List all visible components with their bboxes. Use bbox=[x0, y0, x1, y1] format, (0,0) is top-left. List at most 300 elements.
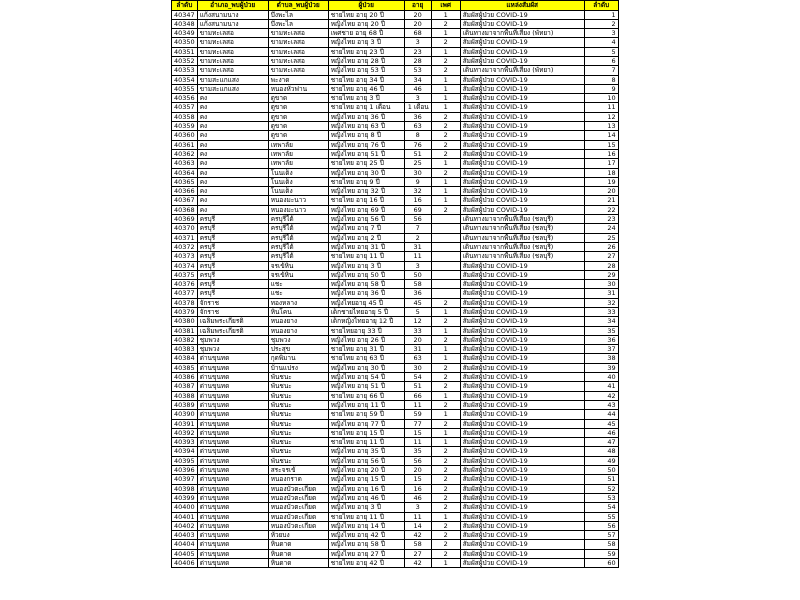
cell-age[interactable]: 11 bbox=[404, 512, 431, 521]
cell-seq-no[interactable]: 42 bbox=[584, 391, 618, 400]
cell-patient[interactable]: หญิงไทย อายุ 76 ปี bbox=[328, 140, 404, 149]
cell-age[interactable]: 58 bbox=[404, 540, 431, 549]
cell-subdistrict[interactable]: บึงพะไล bbox=[268, 19, 328, 28]
cell-exposure-source[interactable]: เดินทางมาจากพื้นที่เสี่ยง (ชลบุรี) bbox=[460, 224, 584, 233]
cell-subdistrict[interactable]: โนนเต็ง bbox=[268, 187, 328, 196]
cell-district[interactable]: คง bbox=[197, 131, 268, 140]
cell-sex[interactable]: 2 bbox=[431, 503, 460, 512]
cell-district[interactable]: คง bbox=[197, 112, 268, 121]
cell-district[interactable]: คง bbox=[197, 122, 268, 131]
cell-case-no[interactable]: 40356 bbox=[172, 94, 198, 103]
cell-age[interactable]: 30 bbox=[404, 363, 431, 372]
cell-sex[interactable] bbox=[431, 270, 460, 279]
cell-patient[interactable]: หญิงไทย อายุ 69 ปี bbox=[328, 205, 404, 214]
cell-subdistrict[interactable]: พันชนะ bbox=[268, 410, 328, 419]
cell-exposure-source[interactable]: สัมผัสผู้ป่วย COVID-19 bbox=[460, 84, 584, 93]
cell-sex[interactable]: 1 bbox=[431, 84, 460, 93]
cell-district[interactable]: ครบุรี bbox=[197, 280, 268, 289]
cell-case-no[interactable]: 40362 bbox=[172, 149, 198, 158]
cell-district[interactable]: ด่านขุนทด bbox=[197, 447, 268, 456]
cell-exposure-source[interactable]: สัมผัสผู้ป่วย COVID-19 bbox=[460, 177, 584, 186]
cell-district[interactable]: คง bbox=[197, 168, 268, 177]
cell-age[interactable]: 3 bbox=[404, 261, 431, 270]
cell-case-no[interactable]: 40353 bbox=[172, 66, 198, 75]
cell-sex[interactable]: 2 bbox=[431, 521, 460, 530]
cell-exposure-source[interactable]: เดินทางมาจากพื้นที่เสี่ยง (ชลบุรี) bbox=[460, 252, 584, 261]
cell-seq-no[interactable]: 45 bbox=[584, 419, 618, 428]
cell-exposure-source[interactable]: สัมผัสผู้ป่วย COVID-19 bbox=[460, 19, 584, 28]
header-district[interactable]: อำเภอ_พบผู้ป่วย bbox=[197, 1, 268, 11]
cell-case-no[interactable]: 40372 bbox=[172, 242, 198, 251]
cell-exposure-source[interactable]: สัมผัสผู้ป่วย COVID-19 bbox=[460, 475, 584, 484]
cell-patient[interactable]: หญิงไทย อายุ 58 ปี bbox=[328, 280, 404, 289]
cell-exposure-source[interactable]: สัมผัสผู้ป่วย COVID-19 bbox=[460, 531, 584, 540]
cell-exposure-source[interactable]: สัมผัสผู้ป่วย COVID-19 bbox=[460, 112, 584, 121]
cell-patient[interactable]: ชายไทยอายุ 33 ปี bbox=[328, 326, 404, 335]
cell-case-no[interactable]: 40402 bbox=[172, 521, 198, 530]
cell-sex[interactable] bbox=[431, 289, 460, 298]
cell-age[interactable]: 46 bbox=[404, 493, 431, 502]
cell-case-no[interactable]: 40374 bbox=[172, 261, 198, 270]
cell-exposure-source[interactable]: เดินทางมาจากพื้นที่เสี่ยง (พัทยา) bbox=[460, 66, 584, 75]
cell-seq-no[interactable]: 22 bbox=[584, 205, 618, 214]
cell-age[interactable]: 3 bbox=[404, 38, 431, 47]
cell-district[interactable]: แก้งสนามนาง bbox=[197, 19, 268, 28]
cell-subdistrict[interactable]: หนองยาง bbox=[268, 317, 328, 326]
cell-age[interactable]: 31 bbox=[404, 345, 431, 354]
cell-subdistrict[interactable]: เทพาลัย bbox=[268, 159, 328, 168]
cell-district[interactable]: ครบุรี bbox=[197, 233, 268, 242]
cell-case-no[interactable]: 40385 bbox=[172, 363, 198, 372]
cell-exposure-source[interactable]: สัมผัสผู้ป่วย COVID-19 bbox=[460, 168, 584, 177]
cell-subdistrict[interactable]: พันชนะ bbox=[268, 382, 328, 391]
cell-exposure-source[interactable]: สัมผัสผู้ป่วย COVID-19 bbox=[460, 335, 584, 344]
cell-subdistrict[interactable]: หนองยาง bbox=[268, 326, 328, 335]
cell-subdistrict[interactable]: หินดาด bbox=[268, 540, 328, 549]
cell-case-no[interactable]: 40349 bbox=[172, 29, 198, 38]
cell-seq-no[interactable]: 25 bbox=[584, 233, 618, 242]
cell-subdistrict[interactable]: พันชนะ bbox=[268, 447, 328, 456]
cell-age[interactable]: 5 bbox=[404, 308, 431, 317]
cell-sex[interactable]: 2 bbox=[431, 335, 460, 344]
cell-sex[interactable]: 2 bbox=[431, 112, 460, 121]
cell-seq-no[interactable]: 12 bbox=[584, 112, 618, 121]
cell-sex[interactable]: 1 bbox=[431, 75, 460, 84]
cell-case-no[interactable]: 40404 bbox=[172, 540, 198, 549]
cell-seq-no[interactable]: 56 bbox=[584, 521, 618, 530]
cell-exposure-source[interactable]: สัมผัสผู้ป่วย COVID-19 bbox=[460, 391, 584, 400]
cell-district[interactable]: จักราช bbox=[197, 308, 268, 317]
cell-case-no[interactable]: 40389 bbox=[172, 400, 198, 409]
cell-sex[interactable]: 2 bbox=[431, 540, 460, 549]
cell-sex[interactable]: 2 bbox=[431, 363, 460, 372]
cell-seq-no[interactable]: 54 bbox=[584, 503, 618, 512]
cell-patient[interactable]: หญิงไทย อายุ 54 ปี bbox=[328, 373, 404, 382]
cell-district[interactable]: ด่านขุนทด bbox=[197, 456, 268, 465]
cell-patient[interactable]: ชายไทย อายุ 46 ปี bbox=[328, 84, 404, 93]
cell-seq-no[interactable]: 40 bbox=[584, 373, 618, 382]
cell-exposure-source[interactable]: สัมผัสผู้ป่วย COVID-19 bbox=[460, 159, 584, 168]
cell-seq-no[interactable]: 6 bbox=[584, 56, 618, 65]
cell-case-no[interactable]: 40359 bbox=[172, 122, 198, 131]
cell-seq-no[interactable]: 43 bbox=[584, 400, 618, 409]
cell-case-no[interactable]: 40387 bbox=[172, 382, 198, 391]
cell-exposure-source[interactable]: สัมผัสผู้ป่วย COVID-19 bbox=[460, 261, 584, 270]
cell-age[interactable]: 63 bbox=[404, 122, 431, 131]
cell-patient[interactable]: ชายไทย อายุ 11 ปี bbox=[328, 252, 404, 261]
header-sex[interactable]: เพศ bbox=[431, 1, 460, 11]
cell-age[interactable]: 23 bbox=[404, 47, 431, 56]
cell-subdistrict[interactable]: จรเข้หิน bbox=[268, 261, 328, 270]
cell-subdistrict[interactable]: ชุมพวง bbox=[268, 335, 328, 344]
cell-seq-no[interactable]: 33 bbox=[584, 308, 618, 317]
cell-case-no[interactable]: 40375 bbox=[172, 270, 198, 279]
cell-sex[interactable]: 1 bbox=[431, 10, 460, 19]
cell-case-no[interactable]: 40379 bbox=[172, 308, 198, 317]
cell-age[interactable]: 20 bbox=[404, 466, 431, 475]
cell-subdistrict[interactable]: ครบุรีใต้ bbox=[268, 233, 328, 242]
cell-district[interactable]: คง bbox=[197, 103, 268, 112]
cell-age[interactable]: 33 bbox=[404, 326, 431, 335]
cell-sex[interactable]: 2 bbox=[431, 298, 460, 307]
cell-exposure-source[interactable]: สัมผัสผู้ป่วย COVID-19 bbox=[460, 289, 584, 298]
cell-exposure-source[interactable]: สัมผัสผู้ป่วย COVID-19 bbox=[460, 38, 584, 47]
cell-case-no[interactable]: 40391 bbox=[172, 419, 198, 428]
cell-sex[interactable]: 1 bbox=[431, 512, 460, 521]
cell-exposure-source[interactable]: สัมผัสผู้ป่วย COVID-19 bbox=[460, 122, 584, 131]
cell-age[interactable]: 9 bbox=[404, 177, 431, 186]
cell-sex[interactable]: 2 bbox=[431, 317, 460, 326]
cell-seq-no[interactable]: 15 bbox=[584, 140, 618, 149]
cell-seq-no[interactable]: 17 bbox=[584, 159, 618, 168]
cell-subdistrict[interactable]: เทพาลัย bbox=[268, 140, 328, 149]
cell-seq-no[interactable]: 44 bbox=[584, 410, 618, 419]
cell-seq-no[interactable]: 60 bbox=[584, 559, 618, 568]
cell-exposure-source[interactable]: สัมผัสผู้ป่วย COVID-19 bbox=[460, 466, 584, 475]
cell-sex[interactable]: 2 bbox=[431, 38, 460, 47]
cell-seq-no[interactable]: 28 bbox=[584, 261, 618, 270]
cell-case-no[interactable]: 40392 bbox=[172, 428, 198, 437]
cell-patient[interactable]: ชายไทย อายุ 23 ปี bbox=[328, 47, 404, 56]
cell-district[interactable]: คง bbox=[197, 196, 268, 205]
cell-age[interactable]: 20 bbox=[404, 19, 431, 28]
cell-patient[interactable]: หญิงไทย อายุ 11 ปี bbox=[328, 400, 404, 409]
cell-sex[interactable]: 2 bbox=[431, 168, 460, 177]
cell-subdistrict[interactable]: พันชนะ bbox=[268, 456, 328, 465]
cell-sex[interactable]: 1 bbox=[431, 47, 460, 56]
cell-seq-no[interactable]: 39 bbox=[584, 363, 618, 372]
cell-sex[interactable]: 2 bbox=[431, 419, 460, 428]
cell-patient[interactable]: หญิงไทย อายุ 56 ปี bbox=[328, 456, 404, 465]
cell-case-no[interactable]: 40366 bbox=[172, 187, 198, 196]
cell-patient[interactable]: หญิงไทย อายุ 2 ปี bbox=[328, 233, 404, 242]
cell-patient[interactable]: หญิงไทย อายุ 56 ปี bbox=[328, 215, 404, 224]
cell-case-no[interactable]: 40397 bbox=[172, 475, 198, 484]
cell-subdistrict[interactable]: ทองหลาง bbox=[268, 298, 328, 307]
cell-seq-no[interactable]: 31 bbox=[584, 289, 618, 298]
header-case-no[interactable]: ลำดับ bbox=[172, 1, 198, 11]
cell-patient[interactable]: หญิงไทย อายุ 51 ปี bbox=[328, 382, 404, 391]
cell-exposure-source[interactable]: สัมผัสผู้ป่วย COVID-19 bbox=[460, 410, 584, 419]
cell-case-no[interactable]: 40378 bbox=[172, 298, 198, 307]
cell-age[interactable]: 16 bbox=[404, 196, 431, 205]
cell-subdistrict[interactable]: กุดพิมาน bbox=[268, 354, 328, 363]
cell-seq-no[interactable]: 7 bbox=[584, 66, 618, 75]
cell-age[interactable]: 14 bbox=[404, 521, 431, 530]
cell-district[interactable]: เฉลิมพระเกียรติ bbox=[197, 317, 268, 326]
cell-exposure-source[interactable]: สัมผัสผู้ป่วย COVID-19 bbox=[460, 317, 584, 326]
cell-age[interactable]: 77 bbox=[404, 419, 431, 428]
cell-seq-no[interactable]: 20 bbox=[584, 187, 618, 196]
cell-patient[interactable]: ชายไทย อายุ 31 ปี bbox=[328, 345, 404, 354]
cell-exposure-source[interactable]: สัมผัสผู้ป่วย COVID-19 bbox=[460, 345, 584, 354]
cell-exposure-source[interactable]: สัมผัสผู้ป่วย COVID-19 bbox=[460, 196, 584, 205]
cell-district[interactable]: ครบุรี bbox=[197, 224, 268, 233]
cell-sex[interactable]: 1 bbox=[431, 410, 460, 419]
cell-seq-no[interactable]: 34 bbox=[584, 317, 618, 326]
cell-subdistrict[interactable]: ขามทะเลสอ bbox=[268, 29, 328, 38]
cell-sex[interactable]: 1 bbox=[431, 177, 460, 186]
cell-seq-no[interactable]: 32 bbox=[584, 298, 618, 307]
cell-age[interactable]: 16 bbox=[404, 484, 431, 493]
cell-seq-no[interactable]: 11 bbox=[584, 103, 618, 112]
cell-subdistrict[interactable]: ครบุรีใต้ bbox=[268, 215, 328, 224]
cell-seq-no[interactable]: 24 bbox=[584, 224, 618, 233]
cell-age[interactable]: 68 bbox=[404, 29, 431, 38]
cell-patient[interactable]: ชายไทย อายุ 3 ปี bbox=[328, 94, 404, 103]
cell-sex[interactable]: 1 bbox=[431, 438, 460, 447]
cell-patient[interactable]: หญิงไทย อายุ 3 ปี bbox=[328, 38, 404, 47]
cell-subdistrict[interactable]: หนองหัวฟาน bbox=[268, 84, 328, 93]
cell-patient[interactable]: หญิงไทย อายุ 36 ปี bbox=[328, 112, 404, 121]
cell-district[interactable]: ขามสะแกแสง bbox=[197, 75, 268, 84]
cell-case-no[interactable]: 40376 bbox=[172, 280, 198, 289]
cell-seq-no[interactable]: 35 bbox=[584, 326, 618, 335]
cell-sex[interactable] bbox=[431, 252, 460, 261]
cell-subdistrict[interactable]: หินดาด bbox=[268, 549, 328, 558]
cell-sex[interactable]: 2 bbox=[431, 531, 460, 540]
cell-sex[interactable] bbox=[431, 233, 460, 242]
cell-age[interactable]: 42 bbox=[404, 559, 431, 568]
cell-sex[interactable]: 2 bbox=[431, 373, 460, 382]
cell-age[interactable]: 46 bbox=[404, 84, 431, 93]
cell-patient[interactable]: ชายไทย อายุ 15 ปี bbox=[328, 428, 404, 437]
cell-seq-no[interactable]: 59 bbox=[584, 549, 618, 558]
cell-patient[interactable]: หญิงไทย อายุ 28 ปี bbox=[328, 56, 404, 65]
cell-age[interactable]: 31 bbox=[404, 242, 431, 251]
cell-patient[interactable]: หญิงไทย อายุ 3 ปี bbox=[328, 261, 404, 270]
cell-seq-no[interactable]: 26 bbox=[584, 242, 618, 251]
cell-district[interactable]: คง bbox=[197, 159, 268, 168]
cell-case-no[interactable]: 40373 bbox=[172, 252, 198, 261]
cell-age[interactable]: 50 bbox=[404, 270, 431, 279]
cell-case-no[interactable]: 40347 bbox=[172, 10, 198, 19]
cell-case-no[interactable]: 40395 bbox=[172, 456, 198, 465]
cell-age[interactable]: 25 bbox=[404, 159, 431, 168]
cell-case-no[interactable]: 40360 bbox=[172, 131, 198, 140]
cell-subdistrict[interactable]: พันชนะ bbox=[268, 428, 328, 437]
cell-subdistrict[interactable]: หนองกราด bbox=[268, 475, 328, 484]
cell-district[interactable]: คง bbox=[197, 205, 268, 214]
cell-exposure-source[interactable]: สัมผัสผู้ป่วย COVID-19 bbox=[460, 456, 584, 465]
cell-district[interactable]: ด่านขุนทด bbox=[197, 363, 268, 372]
cell-subdistrict[interactable]: ดูขาด bbox=[268, 94, 328, 103]
cell-sex[interactable]: 1 bbox=[431, 29, 460, 38]
cell-age[interactable]: 20 bbox=[404, 10, 431, 19]
cell-exposure-source[interactable]: สัมผัสผู้ป่วย COVID-19 bbox=[460, 140, 584, 149]
cell-patient[interactable]: เด็กหญิงไทยอายุ 12 ปี bbox=[328, 317, 404, 326]
cell-seq-no[interactable]: 21 bbox=[584, 196, 618, 205]
cell-age[interactable]: 11 bbox=[404, 400, 431, 409]
header-subdistrict[interactable]: ตำบล_พบผู้ป่วย bbox=[268, 1, 328, 11]
cell-district[interactable]: ด่านขุนทด bbox=[197, 466, 268, 475]
cell-district[interactable]: ครบุรี bbox=[197, 270, 268, 279]
cell-district[interactable]: คง bbox=[197, 177, 268, 186]
cell-patient[interactable]: หญิงไทย อายุ 7 ปี bbox=[328, 224, 404, 233]
cell-subdistrict[interactable]: หนองบัวตะเกียด bbox=[268, 521, 328, 530]
cell-seq-no[interactable]: 16 bbox=[584, 149, 618, 158]
cell-sex[interactable]: 2 bbox=[431, 382, 460, 391]
header-exposure-source[interactable]: แหล่งสัมผัส bbox=[460, 1, 584, 11]
cell-exposure-source[interactable]: สัมผัสผู้ป่วย COVID-19 bbox=[460, 326, 584, 335]
cell-case-no[interactable]: 40400 bbox=[172, 503, 198, 512]
cell-sex[interactable]: 1 bbox=[431, 345, 460, 354]
cell-seq-no[interactable]: 46 bbox=[584, 428, 618, 437]
cell-district[interactable]: จักราช bbox=[197, 298, 268, 307]
cell-exposure-source[interactable]: เดินทางมาจากพื้นที่เสี่ยง (พัทยา) bbox=[460, 29, 584, 38]
cell-patient[interactable]: หญิงไทย อายุ 27 ปี bbox=[328, 549, 404, 558]
cell-age[interactable]: 15 bbox=[404, 428, 431, 437]
cell-sex[interactable]: 1 bbox=[431, 326, 460, 335]
cell-district[interactable]: เฉลิมพระเกียรติ bbox=[197, 326, 268, 335]
cell-age[interactable]: 58 bbox=[404, 280, 431, 289]
cell-case-no[interactable]: 40351 bbox=[172, 47, 198, 56]
cell-district[interactable]: ด่านขุนทด bbox=[197, 373, 268, 382]
cell-exposure-source[interactable]: สัมผัสผู้ป่วย COVID-19 bbox=[460, 493, 584, 502]
cell-exposure-source[interactable]: สัมผัสผู้ป่วย COVID-19 bbox=[460, 47, 584, 56]
cell-patient[interactable]: หญิงไทย อายุ 14 ปี bbox=[328, 521, 404, 530]
cell-patient[interactable]: หญิงไทย อายุ 50 ปี bbox=[328, 270, 404, 279]
cell-exposure-source[interactable]: สัมผัสผู้ป่วย COVID-19 bbox=[460, 131, 584, 140]
cell-patient[interactable]: หญิงไทย อายุ 63 ปี bbox=[328, 122, 404, 131]
cell-age[interactable]: 51 bbox=[404, 149, 431, 158]
cell-age[interactable]: 36 bbox=[404, 112, 431, 121]
cell-district[interactable]: ด่านขุนทด bbox=[197, 559, 268, 568]
cell-district[interactable]: ขามทะเลสอ bbox=[197, 29, 268, 38]
cell-exposure-source[interactable]: สัมผัสผู้ป่วย COVID-19 bbox=[460, 447, 584, 456]
cell-case-no[interactable]: 40394 bbox=[172, 447, 198, 456]
cell-district[interactable]: ด่านขุนทด bbox=[197, 382, 268, 391]
cell-case-no[interactable]: 40371 bbox=[172, 233, 198, 242]
cell-district[interactable]: ชุมพวง bbox=[197, 345, 268, 354]
cell-sex[interactable]: 1 bbox=[431, 308, 460, 317]
cell-seq-no[interactable]: 38 bbox=[584, 354, 618, 363]
cell-seq-no[interactable]: 37 bbox=[584, 345, 618, 354]
cell-district[interactable]: ด่านขุนทด bbox=[197, 521, 268, 530]
cell-sex[interactable] bbox=[431, 261, 460, 270]
cell-seq-no[interactable]: 58 bbox=[584, 540, 618, 549]
cell-subdistrict[interactable]: พันชนะ bbox=[268, 438, 328, 447]
cell-case-no[interactable]: 40367 bbox=[172, 196, 198, 205]
cell-age[interactable]: 35 bbox=[404, 447, 431, 456]
cell-exposure-source[interactable]: สัมผัสผู้ป่วย COVID-19 bbox=[460, 363, 584, 372]
cell-district[interactable]: คง bbox=[197, 140, 268, 149]
cell-subdistrict[interactable]: จรเข้หิน bbox=[268, 270, 328, 279]
cell-seq-no[interactable]: 14 bbox=[584, 131, 618, 140]
cell-age[interactable]: 51 bbox=[404, 382, 431, 391]
cell-patient[interactable]: หญิงไทย อายุ 20 ปี bbox=[328, 19, 404, 28]
cell-district[interactable]: แก้งสนามนาง bbox=[197, 10, 268, 19]
cell-patient[interactable]: หญิงไทย อายุ 58 ปี bbox=[328, 540, 404, 549]
cell-subdistrict[interactable]: ขามทะเลสอ bbox=[268, 56, 328, 65]
cell-exposure-source[interactable]: เดินทางมาจากพื้นที่เสี่ยง (ชลบุรี) bbox=[460, 242, 584, 251]
cell-patient[interactable]: ชายไทย อายุ 11 ปี bbox=[328, 512, 404, 521]
cell-subdistrict[interactable]: พันชนะ bbox=[268, 373, 328, 382]
cell-seq-no[interactable]: 49 bbox=[584, 456, 618, 465]
cell-case-no[interactable]: 40361 bbox=[172, 140, 198, 149]
cell-patient[interactable]: ชายไทย อายุ 1 เดือน bbox=[328, 103, 404, 112]
cell-sex[interactable]: 2 bbox=[431, 149, 460, 158]
cell-case-no[interactable]: 40354 bbox=[172, 75, 198, 84]
cell-age[interactable]: 54 bbox=[404, 373, 431, 382]
cell-district[interactable]: ด่านขุนทด bbox=[197, 540, 268, 549]
cell-district[interactable]: ด่านขุนทด bbox=[197, 400, 268, 409]
cell-exposure-source[interactable]: สัมผัสผู้ป่วย COVID-19 bbox=[460, 484, 584, 493]
cell-case-no[interactable]: 40358 bbox=[172, 112, 198, 121]
cell-district[interactable]: ด่านขุนทด bbox=[197, 549, 268, 558]
cell-seq-no[interactable]: 41 bbox=[584, 382, 618, 391]
cell-sex[interactable]: 1 bbox=[431, 428, 460, 437]
cell-patient[interactable]: หญิงไทย อายุ 8 ปี bbox=[328, 131, 404, 140]
cell-case-no[interactable]: 40383 bbox=[172, 345, 198, 354]
cell-district[interactable]: ด่านขุนทด bbox=[197, 419, 268, 428]
cell-exposure-source[interactable]: สัมผัสผู้ป่วย COVID-19 bbox=[460, 428, 584, 437]
cell-district[interactable]: ด่านขุนทด bbox=[197, 503, 268, 512]
cell-case-no[interactable]: 40355 bbox=[172, 84, 198, 93]
cell-district[interactable]: ขามทะเลสอ bbox=[197, 47, 268, 56]
cell-district[interactable]: ด่านขุนทด bbox=[197, 438, 268, 447]
cell-seq-no[interactable]: 13 bbox=[584, 122, 618, 131]
cell-patient[interactable]: หญิงไทย อายุ 20 ปี bbox=[328, 466, 404, 475]
cell-case-no[interactable]: 40368 bbox=[172, 205, 198, 214]
cell-case-no[interactable]: 40380 bbox=[172, 317, 198, 326]
cell-seq-no[interactable]: 2 bbox=[584, 19, 618, 28]
cell-patient[interactable]: ชายไทย อายุ 25 ปี bbox=[328, 159, 404, 168]
cell-sex[interactable]: 2 bbox=[431, 484, 460, 493]
cell-case-no[interactable]: 40388 bbox=[172, 391, 198, 400]
cell-district[interactable]: คง bbox=[197, 149, 268, 158]
cell-exposure-source[interactable]: สัมผัสผู้ป่วย COVID-19 bbox=[460, 559, 584, 568]
cell-exposure-source[interactable]: สัมผัสผู้ป่วย COVID-19 bbox=[460, 419, 584, 428]
cell-patient[interactable]: ชายไทย อายุ 34 ปี bbox=[328, 75, 404, 84]
cell-patient[interactable]: หญิงไทย อายุ 16 ปี bbox=[328, 484, 404, 493]
cell-exposure-source[interactable]: สัมผัสผู้ป่วย COVID-19 bbox=[460, 280, 584, 289]
cell-exposure-source[interactable]: สัมผัสผู้ป่วย COVID-19 bbox=[460, 438, 584, 447]
cell-age[interactable]: 3 bbox=[404, 94, 431, 103]
cell-sex[interactable] bbox=[431, 215, 460, 224]
cell-exposure-source[interactable]: สัมผัสผู้ป่วย COVID-19 bbox=[460, 400, 584, 409]
cell-case-no[interactable]: 40396 bbox=[172, 466, 198, 475]
cell-district[interactable]: ขามทะเลสอ bbox=[197, 56, 268, 65]
cell-exposure-source[interactable]: สัมผัสผู้ป่วย COVID-19 bbox=[460, 521, 584, 530]
cell-district[interactable]: ครบุรี bbox=[197, 289, 268, 298]
cell-patient[interactable]: หญิงไทย อายุ 31 ปี bbox=[328, 242, 404, 251]
cell-exposure-source[interactable]: สัมผัสผู้ป่วย COVID-19 bbox=[460, 382, 584, 391]
cell-sex[interactable]: 1 bbox=[431, 391, 460, 400]
cell-exposure-source[interactable]: เดินทางมาจากพื้นที่เสี่ยง (ชลบุรี) bbox=[460, 233, 584, 242]
cell-case-no[interactable]: 40401 bbox=[172, 512, 198, 521]
cell-subdistrict[interactable]: ประสุข bbox=[268, 345, 328, 354]
